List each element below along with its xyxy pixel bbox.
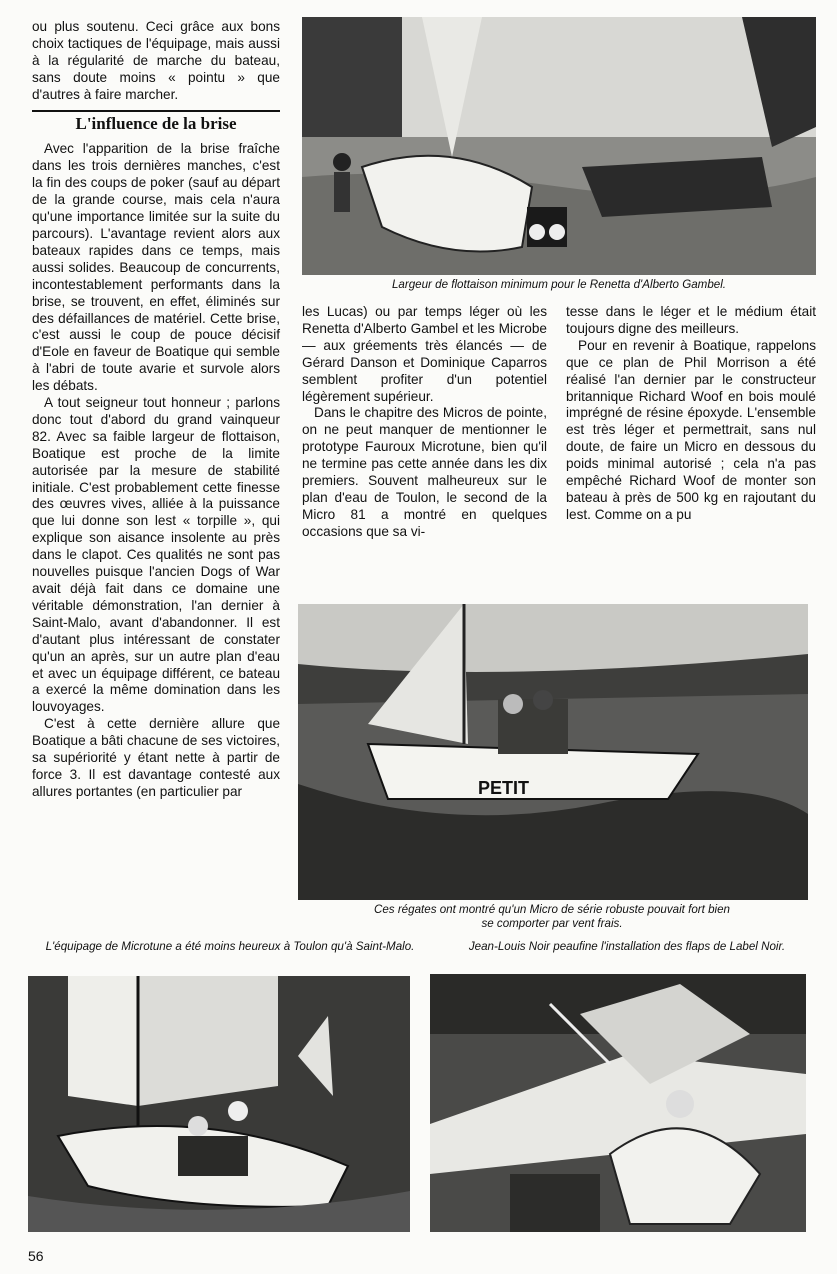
column-3-paragraph-2: Pour en revenir à Boatique, rappelons que ce plan de Phil Morrison a été réalisé l'an dernier par le constructeur britannique Richard Woof en bois moulé imprégné de résine époxyde. L'ensemble est très léger et permettrait, sans nul doute, de faire un Micro en dessous du poids minimal autorisé ; cela n'a pas empêché Richard Woof de monter son bateau à près de 500 kg en rajoutant du lest. Comme on a pu — [566, 337, 816, 522]
photo-microtune-image — [28, 976, 410, 1232]
photo-label-noir — [430, 974, 806, 1232]
column-1-paragraph-3: C'est à cette dernière allure que Boatique a bâti chacune de ses victoires, sa supériorité y étant nette à partir de force 3. Il est davantage contesté aux allures portantes (en particulier par — [32, 716, 280, 799]
page-number: 56 — [28, 1248, 44, 1264]
caption-bottom-right: Jean-Louis Noir peaufine l'installation des flaps de Label Noir. — [468, 940, 786, 953]
column-2-paragraph-1: les Lucas) ou par temps léger où les Renetta d'Alberto Gambel et les Microbe — aux gréements très élancés — de Gérard Danson et Dominique Caparros semblent profiter d'un potentiel légèrement supérieur. — [302, 304, 547, 404]
photo-micro-serie — [298, 604, 808, 900]
caption-top: Largeur de flottaison minimum pour le Renetta d'Alberto Gambel. — [391, 278, 727, 291]
photo-renetta-image — [302, 17, 816, 275]
column-1-lead-paragraph: ou plus soutenu. Ceci grâce aux bons choix tactiques de l'équipage, mais aussi à la régularité de marche du bateau, sans doute moins « pointu » que d'autres à faire marcher. — [32, 19, 280, 102]
column-3-paragraph-1: tesse dans le léger et le médium était toujours digne des meilleurs. — [566, 304, 816, 336]
caption-bottom-left: L'équipage de Microtune a été moins heureux à Toulon qu'à Saint-Malo. — [45, 940, 415, 953]
photo-microtune — [28, 976, 410, 1232]
hull-lettering: PETIT — [478, 778, 530, 798]
column-3 — [566, 304, 816, 524]
column-1-paragraph-2: A tout seigneur tout honneur ; parlons donc tout d'abord du grand vainqueur 82. Avec sa faible largeur de flottaison, Boatique est proche de la limite autorisée par la mesure de stabilité initiale. C'est probablement cette finesse des œuvres vives, alliée à la puissance que lui donne son lest « torpille », qui explique son aisance insolente au près dans le clapot. Ces qualités ne sont pas nouvelles puisque l'ancien Dogs of War avait déjà fait dans ce domaine une véritable démonstration, l'an dernier à Saint-Malo, avant d'abandonner. Il est d'autant plus intéressant de constater qu'un an après, sur un autre plan d'eau et avec un équipage différent, ce bateau a exercé la même domination dans les louvoyages. — [32, 395, 280, 715]
photo-micro-serie-image — [298, 604, 808, 900]
section-heading: L'influence de la brise — [32, 110, 280, 136]
column-2 — [302, 304, 547, 541]
caption-middle: Ces régates ont montré qu'un Micro de série robuste pouvait fort bien se comporter par vent frais. — [373, 903, 730, 930]
photo-renetta — [302, 17, 816, 275]
column-1-paragraph-1: Avec l'apparition de la brise fraîche dans les trois dernières manches, c'est la fin des coups de poker (sauf au départ de la grande course, mais cela n'aura qu'une importance limitée sur la suite du parcours). L'avantage revient alors aux bateaux rapides dans ce temps, mais aussi solides. Beaucoup de concurrents, incontestablement performants dans la brise, se trouvent, en effet, éliminés sur des défaillances de matériel. Cette brise, c'est aussi le coup de pouce décisif d'Eole en faveur de Boatique qui semble à l'abri de toute avarie et survole alors les débats. — [32, 141, 280, 394]
photo-label-noir-image — [430, 974, 806, 1232]
column-1 — [32, 19, 280, 801]
column-2-paragraph-2: Dans le chapitre des Micros de pointe, on ne peut manquer de mentionner le prototype Fauroux Microtune, bien qu'il ne termine pas cette année dans les dix premiers. Souvent malheureux sur le plan d'eau de Toulon, le second de la Micro 81 a montré en quelques occasions que sa vi- — [302, 405, 547, 539]
